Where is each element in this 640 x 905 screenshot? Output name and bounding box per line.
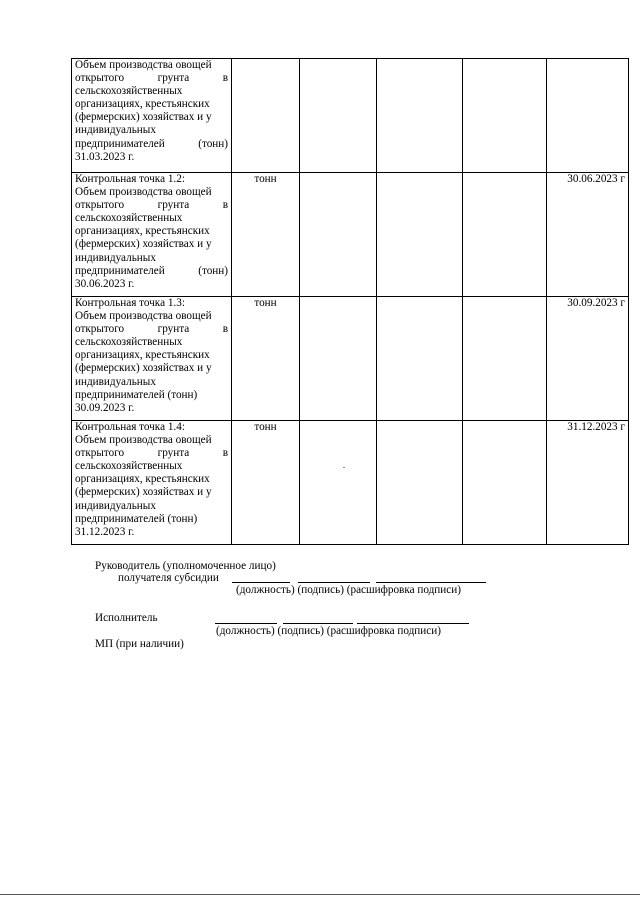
indicator-name-line: сельскохозяйственных xyxy=(75,212,183,225)
indicator-name-line: предпринимателей (тонн) xyxy=(75,512,198,525)
head-title-line1: Руководитель (уполномоченное лицо) xyxy=(95,560,276,572)
table-row xyxy=(72,173,629,297)
indicator-name-line: Объем производства овощей xyxy=(75,59,212,71)
indicator-name-line: 30.09.2023 г. xyxy=(75,401,135,414)
empty-value-cell xyxy=(463,297,547,421)
executor-position-line xyxy=(215,623,277,624)
indicator-name-line: организациях, крестьянских xyxy=(75,473,210,486)
empty-value-cell xyxy=(463,59,547,173)
head-position-line xyxy=(232,582,290,583)
head-caption: (должность) (подпись) (расшифровка подписи) xyxy=(236,584,461,596)
unit-cell: тонн xyxy=(232,421,300,545)
table-row xyxy=(72,59,629,173)
indicator-name-line: Объем производства овощей xyxy=(75,186,212,199)
indicator-name-line: Объем производства овощей xyxy=(75,310,212,323)
stamp-note: МП (при наличии) xyxy=(95,638,184,650)
indicator-name-line: индивидуальных xyxy=(75,251,156,264)
unit-cell: тонн xyxy=(232,173,300,297)
page-bottom-rule xyxy=(0,894,640,895)
indicator-name-line: Контрольная точка 1.3: xyxy=(75,297,185,309)
indicator-name-line: сельскохозяйственных xyxy=(75,460,183,473)
unit-cell: тонн xyxy=(232,297,300,421)
indicator-name-line: открытого грунта в xyxy=(75,199,228,212)
scan-speck xyxy=(343,467,345,468)
indicator-name-line: Контрольная точка 1.2: xyxy=(75,173,185,185)
control-points-table xyxy=(71,58,629,545)
indicator-name-line: открытого грунта в xyxy=(75,72,228,85)
indicator-name-line: предпринимателей (тонн) xyxy=(75,137,228,150)
indicator-name-line: организациях, крестьянских xyxy=(75,349,210,362)
indicator-name-line: предпринимателей (тонн) xyxy=(75,264,228,277)
indicator-name-cell xyxy=(72,173,232,297)
indicator-name-line: Объем производства овощей xyxy=(75,434,212,447)
table-row xyxy=(72,297,629,421)
executor-signature-line xyxy=(283,623,353,624)
deadline-date-cell: 30.06.2023 г xyxy=(547,173,629,297)
table-row xyxy=(72,421,629,545)
executor-label: Исполнитель xyxy=(95,612,158,624)
indicator-name-cell xyxy=(72,421,232,545)
indicator-name-line: 31.03.2023 г. xyxy=(75,150,135,163)
executor-transcript-line xyxy=(357,623,469,624)
indicator-name-line: предпринимателей (тонн) xyxy=(75,388,198,401)
indicator-name-line: (фермерских) хозяйствах и у xyxy=(75,111,212,124)
indicator-name-line: индивидуальных xyxy=(75,499,156,512)
empty-value-cell xyxy=(300,173,377,297)
indicator-name-line: (фермерских) хозяйствах и у xyxy=(75,486,212,499)
indicator-name-line: сельскохозяйственных xyxy=(75,85,183,98)
indicator-name-line: сельскохозяйственных xyxy=(75,336,183,349)
indicator-name-line: организациях, крестьянских xyxy=(75,225,210,238)
indicator-name-line: (фермерских) хозяйствах и у xyxy=(75,238,212,251)
indicator-name-cell xyxy=(72,297,232,421)
indicator-name-line: индивидуальных xyxy=(75,375,156,388)
empty-value-cell xyxy=(463,173,547,297)
deadline-date-cell xyxy=(547,59,629,173)
indicator-name-line: Контрольная точка 1.4: xyxy=(75,421,185,433)
empty-value-cell xyxy=(377,59,463,173)
indicator-name-line: 31.12.2023 г. xyxy=(75,525,135,538)
deadline-date-cell: 30.09.2023 г xyxy=(547,297,629,421)
head-title-line2: получателя субсидии xyxy=(118,572,219,584)
head-transcript-line xyxy=(376,582,486,583)
indicator-name-line: организациях, крестьянских xyxy=(75,98,210,111)
empty-value-cell xyxy=(300,297,377,421)
empty-value-cell xyxy=(377,297,463,421)
indicator-name-cell xyxy=(72,59,232,173)
indicator-name-line: открытого грунта в xyxy=(75,447,228,460)
empty-value-cell xyxy=(377,173,463,297)
empty-value-cell xyxy=(300,421,377,545)
head-signature-line xyxy=(298,582,370,583)
empty-value-cell xyxy=(463,421,547,545)
executor-caption: (должность) (подпись) (расшифровка подписи) xyxy=(216,625,441,637)
empty-value-cell xyxy=(300,59,377,173)
unit-cell xyxy=(232,59,300,173)
indicator-name-line: открытого грунта в xyxy=(75,323,228,336)
indicator-name-line: (фермерских) хозяйствах и у xyxy=(75,362,212,375)
indicator-name-line: индивидуальных xyxy=(75,124,156,137)
indicator-name-line: 30.06.2023 г. xyxy=(75,277,135,290)
empty-value-cell xyxy=(377,421,463,545)
deadline-date-cell: 31.12.2023 г xyxy=(547,421,629,545)
